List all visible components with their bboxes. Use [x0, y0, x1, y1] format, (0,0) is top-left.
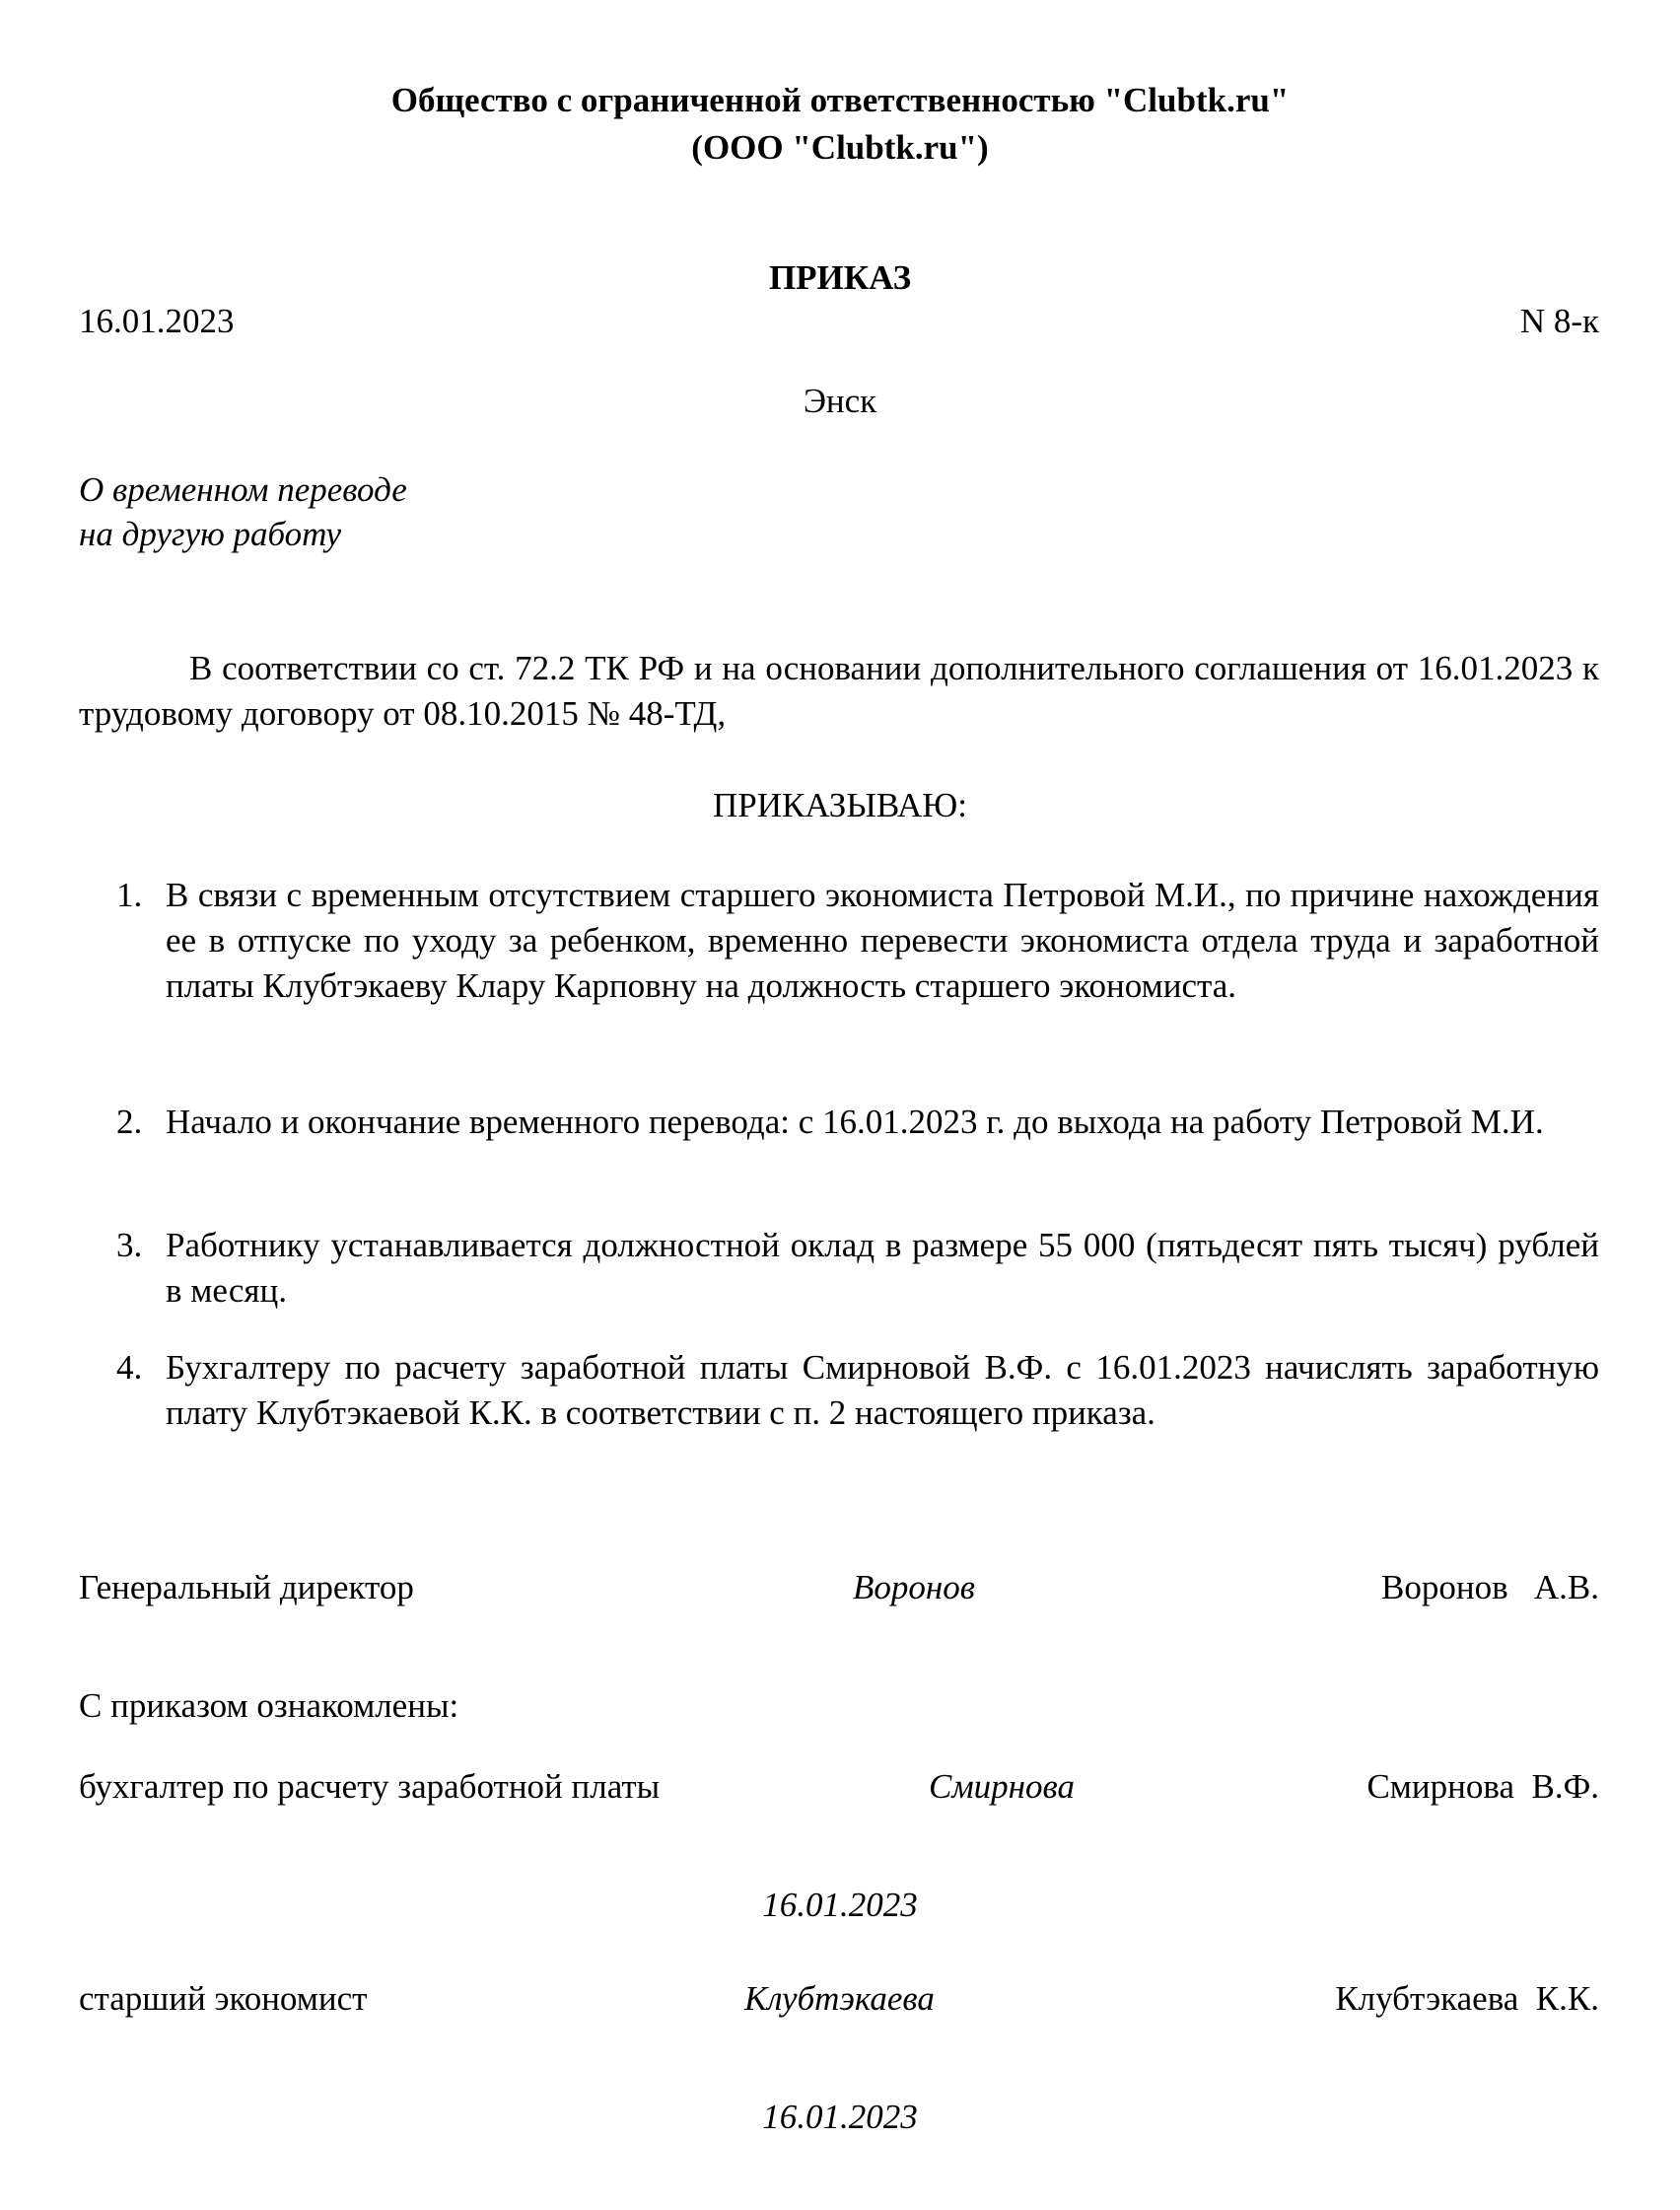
- item-number: 4.: [116, 1348, 143, 1387]
- order-subject-line1: О временном переводе: [79, 470, 407, 509]
- ack-signature: Смирнова: [929, 1767, 1075, 1806]
- order-number: N 8-к: [1519, 302, 1599, 340]
- item-number: 1.: [116, 876, 143, 914]
- director-signature: Воронов: [853, 1568, 975, 1606]
- ack-signature: Клубтэкаева: [744, 1979, 935, 2018]
- item-number: 3.: [116, 1226, 143, 1264]
- item-text: Начало и окончание временного перевода: с 16.01.2023 г. до выхода на работу Петровой М.И.: [166, 1103, 1544, 1141]
- director-position: Генеральный директор: [79, 1568, 414, 1606]
- item-number: 2.: [116, 1103, 143, 1141]
- directive: ПРИКАЗЫВАЮ:: [713, 786, 967, 824]
- item-text: Работнику устанавливается должностной оклад в размере 55 000 (пятьдесят пять тысяч) рублей в месяц.: [166, 1226, 1599, 1310]
- order-subject-line2: на другую работу: [79, 515, 342, 553]
- ack-position: бухгалтер по расчету заработной платы: [79, 1767, 661, 1806]
- ack-date: 16.01.2023: [762, 2098, 918, 2136]
- acknowledged-label: С приказом ознакомлены:: [79, 1686, 459, 1725]
- org-short-name: (ООО "Clubtk.ru"): [691, 128, 989, 167]
- order-city: Энск: [803, 382, 877, 420]
- ack-name: Смирнова В.Ф.: [1366, 1767, 1599, 1806]
- director-name: Воронов А.В.: [1381, 1568, 1599, 1606]
- ack-position: старший экономист: [79, 1979, 368, 2018]
- item-text: В связи с временным отсутствием старшего экономиста Петровой М.И., по причине нахождения ее в отпуске по уходу за ребенком, временно перевести экономиста отдела труда и заработной платы Клубтэкаеву Клару Карповну на должность старшего экономиста.: [166, 876, 1599, 1005]
- item-text: Бухгалтеру по расчету заработной платы Смирновой В.Ф. с 16.01.2023 начислять заработную плату Клубтэкаевой К.К. в соответствии с п. 2 настоящего приказа.: [166, 1348, 1599, 1432]
- preamble: В соответствии со ст. 72.2 ТК РФ и на основании дополнительного соглашения от 16.01.2023 к трудовому договору от 08.10.2015 № 48-ТД,: [79, 649, 1599, 733]
- org-full-name: Общество с ограниченной ответственностью "Clubtk.ru": [390, 81, 1290, 119]
- ack-date: 16.01.2023: [762, 1886, 918, 1924]
- ack-name: Клубтэкаева К.К.: [1335, 1979, 1599, 2018]
- order-title: ПРИКАЗ: [768, 258, 912, 297]
- order-date: 16.01.2023: [79, 302, 235, 340]
